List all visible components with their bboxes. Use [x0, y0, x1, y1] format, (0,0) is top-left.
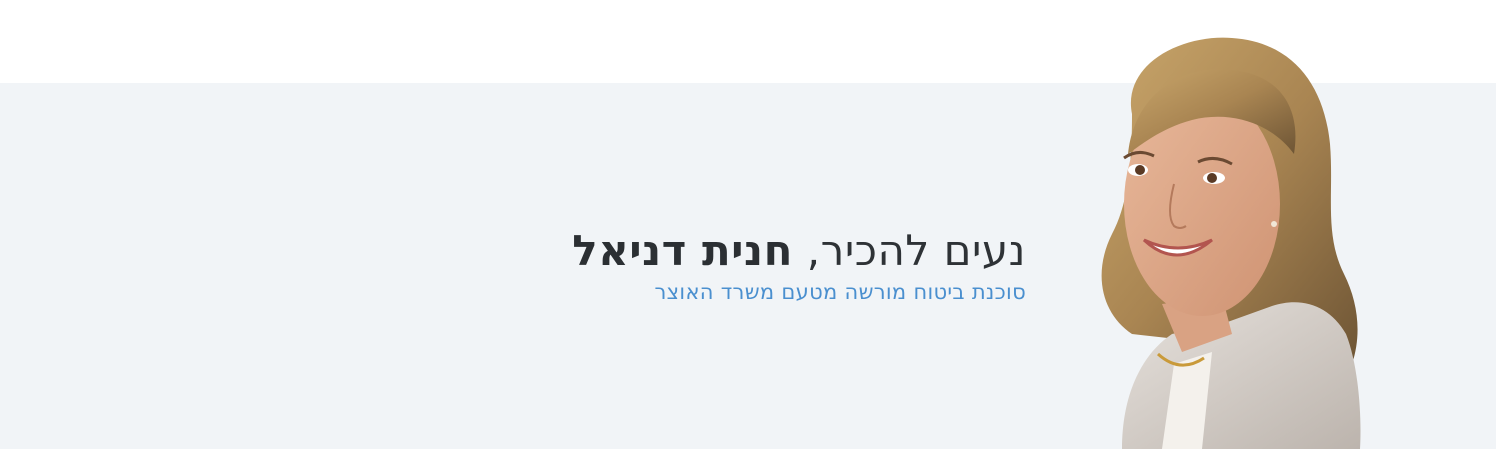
intro-headline	[572, 226, 1026, 276]
greeting-text: נעים להכיר,	[806, 226, 1026, 275]
agent-subtitle: סוכנת ביטוח מורשה מטעם משרד האוצר	[654, 280, 1026, 304]
intro-text-block	[572, 226, 1026, 306]
agent-name: חנית דניאל	[572, 226, 793, 275]
agent-portrait-icon	[1062, 34, 1374, 449]
